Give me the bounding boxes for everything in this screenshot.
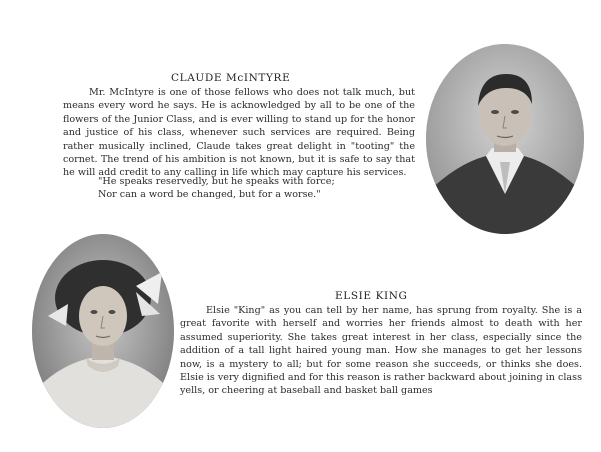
claude-mcintyre-bio-text: Mr. McIntyre is one of those fellows who does not talk much, but means every word he says. He is acknowledged by all to be one of the flowers of the Junior Class, and is ever willing to stand up for the honor and justice of his class, whenever such services are required. Being rather musically inclined, Claude takes great delight in "tooting" the cornet. The trend of his ambition is not known, but it is safe to say that he will add credit to any calling in life which may capture his services. — [63, 87, 415, 179]
claude-mcintyre-portrait — [426, 44, 584, 234]
claude-mcintyre-bio — [63, 86, 415, 180]
elsie-king-bio — [180, 304, 582, 398]
quote-line-2: Nor can a word be changed, but for a worse." — [98, 189, 321, 201]
claude-mcintyre-heading: CLAUDE McINTYRE — [171, 72, 291, 84]
elsie-king-heading: ELSIE KING — [335, 290, 408, 302]
elsie-king-bio-text: Elsie "King" as you can tell by her name, has sprung from royalty. She is a great favorite with herself and worries her friends almost to death with her assumed superiority. She takes great interest in her class, especially since the addition of a tall light haired young man. How she manages to get her lessons now, is a mystery to all; but for some reason she succeeds, or thinks she does. Elsie is very dignified and for this reason is rather backward about joining in class yells, or cheering at baseball and basket ball games — [180, 305, 582, 397]
elsie-portrait-photo — [32, 234, 174, 428]
elsie-king-portrait — [32, 234, 174, 428]
quote-line-1: "He speaks reservedly, but he speaks with force; — [98, 176, 335, 187]
claude-portrait-photo — [426, 44, 584, 234]
claude-mcintyre-quote — [98, 175, 418, 202]
